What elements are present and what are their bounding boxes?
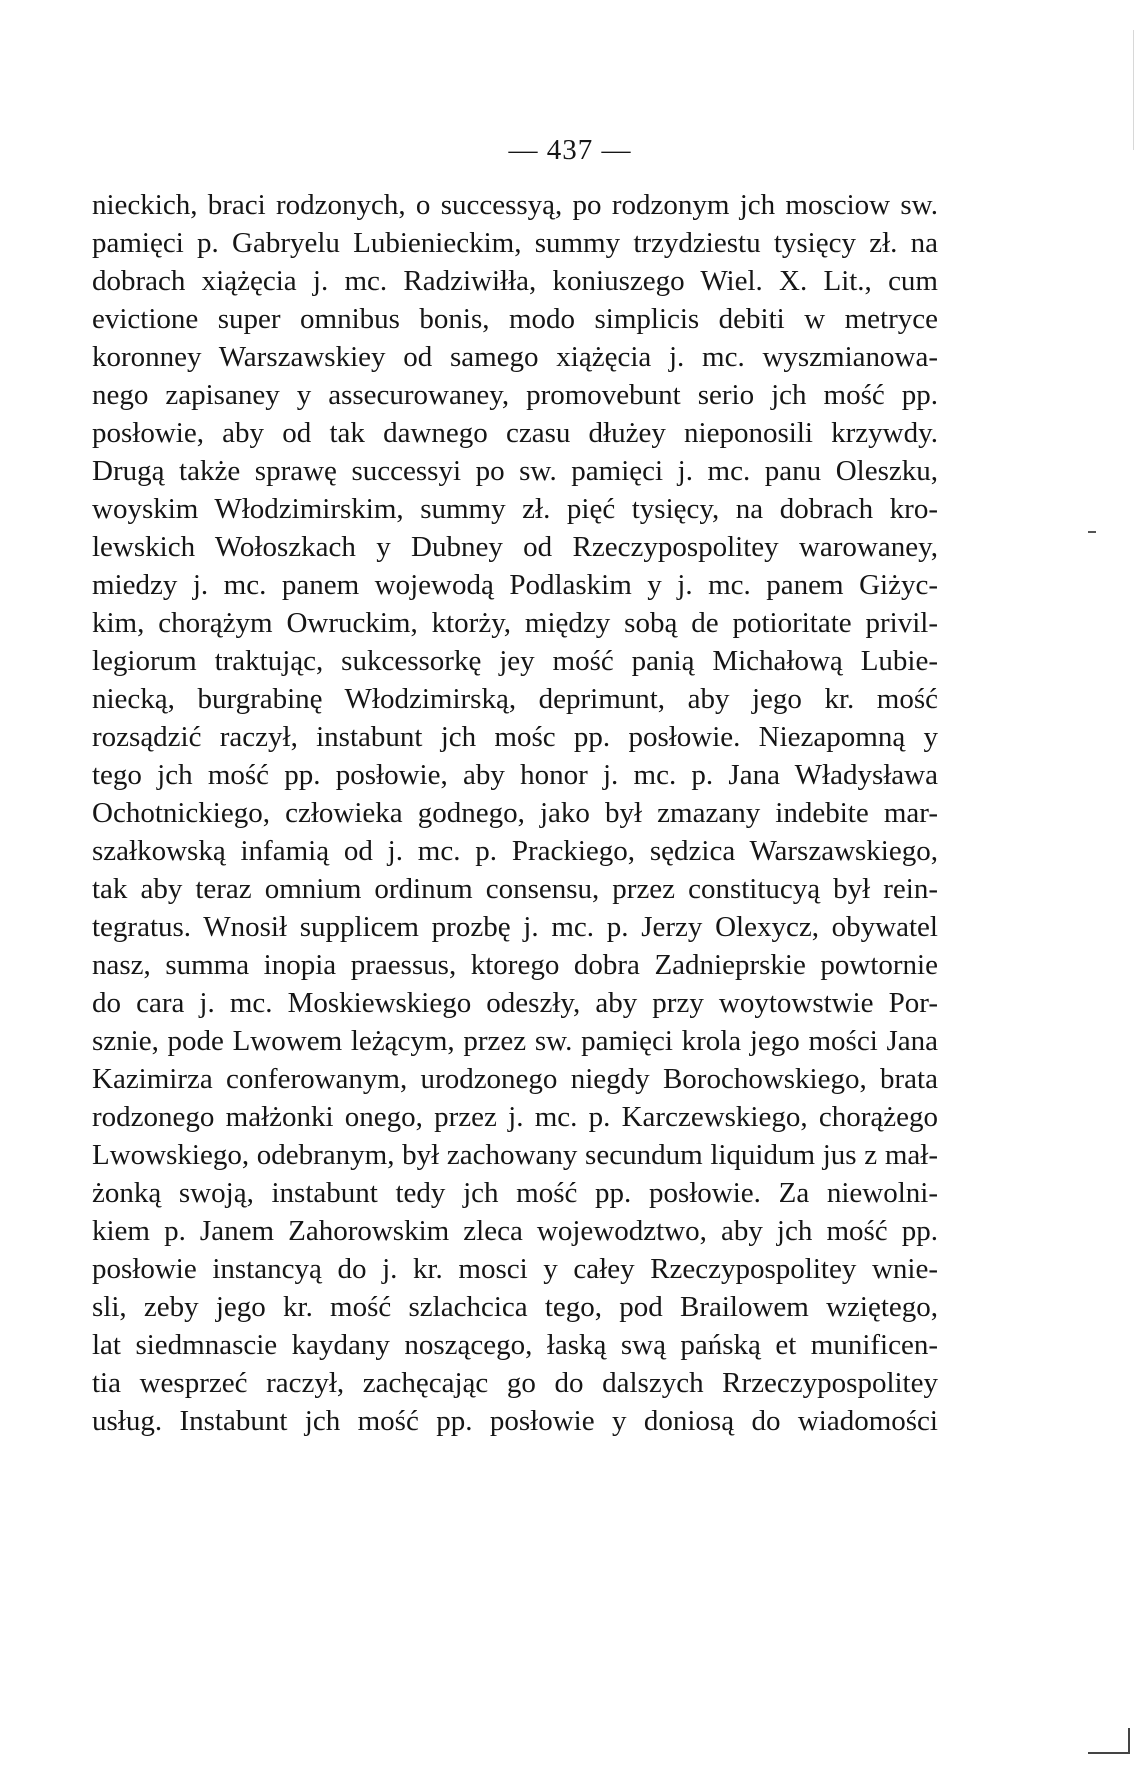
text-line: Ochotnickiego, człowieka godnego, jako był zmazany indebite mar- — [92, 797, 938, 829]
text-line: woyskim Włodzimirskim, summy zł. pięć tysięcy, na dobrach kro- — [92, 493, 938, 525]
text-line: miedzy j. mc. panem wojewodą Podlaskim y j. mc. panem Giżyc- — [92, 569, 938, 601]
text-line: tegratus. Wnosił supplicem prozbę j. mc. p. Jerzy Olexycz, obywatel — [92, 911, 938, 943]
corner-crop-mark — [1088, 1728, 1130, 1754]
body-text — [92, 186, 938, 1440]
text-line: sli, zeby jego kr. mość szlachcica tego, pod Brailowem wziętego, — [92, 1291, 938, 1323]
text-line: Drugą także sprawę successyi po sw. pamięci j. mc. panu Oleszku, — [92, 455, 938, 487]
text-line: koronney Warszawskiey od samego xiążęcia j. mc. wyszmianowa- — [92, 341, 938, 373]
text-line: nasz, summa inopia praessus, ktorego dobra Zadnieprskie powtornie — [92, 949, 938, 981]
text-line: lat siedmnascie kaydany noszącego, łaską swą pańską et munificen- — [92, 1329, 938, 1361]
text-line: legiorum traktując, sukcessorkę jey mość panią Michałową Lubie- — [92, 645, 938, 677]
text-line: dobrach xiążęcia j. mc. Radziwiłła, koniuszego Wiel. X. Lit., cum — [92, 265, 938, 297]
text-line: sznie, pode Lwowem leżącym, przez sw. pamięci krola jego mości Jana — [92, 1025, 938, 1057]
text-line: nieckich, braci rodzonych, o successyą, po rodzonym jch mosciow sw. — [92, 189, 938, 221]
text-line: rozsądzić raczył, instabunt jch mośc pp. posłowie. Niezapomną y — [92, 721, 938, 753]
text-line: żonką swoją, instabunt tedy jch mość pp. posłowie. Za niewolni- — [92, 1177, 938, 1209]
text-line: Lwowskiego, odebranym, był zachowany secundum liquidum jus z mał- — [92, 1139, 938, 1171]
text-line: posłowie, aby od tak dawnego czasu dłużey nieponosili krzywdy. — [92, 417, 938, 449]
text-line: nego zapisaney y assecurowaney, promovebunt serio jch mość pp. — [92, 379, 938, 411]
text-line: kiem p. Janem Zahorowskim zleca wojewodztwo, aby jch mość pp. — [92, 1215, 938, 1247]
text-line: tia wesprzeć raczył, zachęcając go do dalszych Rrzeczypospolitey — [92, 1367, 938, 1399]
margin-mark — [1088, 531, 1096, 533]
text-line: kim, chorążym Owruckim, ktorży, między sobą de potioritate privil- — [92, 607, 938, 639]
text-line: posłowie instancyą do j. kr. mosci y całey Rzeczypospolitey wnie- — [92, 1253, 938, 1285]
text-line: evictione super omnibus bonis, modo simplicis debiti w metryce — [92, 303, 938, 335]
text-line: Kazimirza conferowanym, urodzonego niegdy Borochowskiego, brata — [92, 1063, 938, 1095]
text-line: szałkowską infamią od j. mc. p. Prackiego, sędzica Warszawskiego, — [92, 835, 938, 867]
page-number: — 437 — — [508, 134, 632, 166]
text-line: niecką, burgrabinę Włodzimirską, deprimunt, aby jego kr. mość — [92, 683, 938, 715]
scan-edge-line — [1133, 30, 1134, 150]
text-line: tak aby teraz omnium ordinum consensu, przez constitucyą był rein- — [92, 873, 938, 905]
text-line: do cara j. mc. Moskiewskiego odeszły, aby przy woytowstwie Por- — [92, 987, 938, 1019]
text-line: pamięci p. Gabryelu Lubienieckim, summy trzydziestu tysięcy zł. na — [92, 227, 938, 259]
text-line: rodzonego małżonki onego, przez j. mc. p. Karczewskiego, chorążego — [92, 1101, 938, 1133]
text-line: lewskich Wołoszkach y Dubney od Rzeczypospolitey warowaney, — [92, 531, 938, 563]
text-line: usług. Instabunt jch mość pp. posłowie y doniosą do wiadomości — [92, 1405, 938, 1437]
text-line: tego jch mość pp. posłowie, aby honor j. mc. p. Jana Władysława — [92, 759, 938, 791]
